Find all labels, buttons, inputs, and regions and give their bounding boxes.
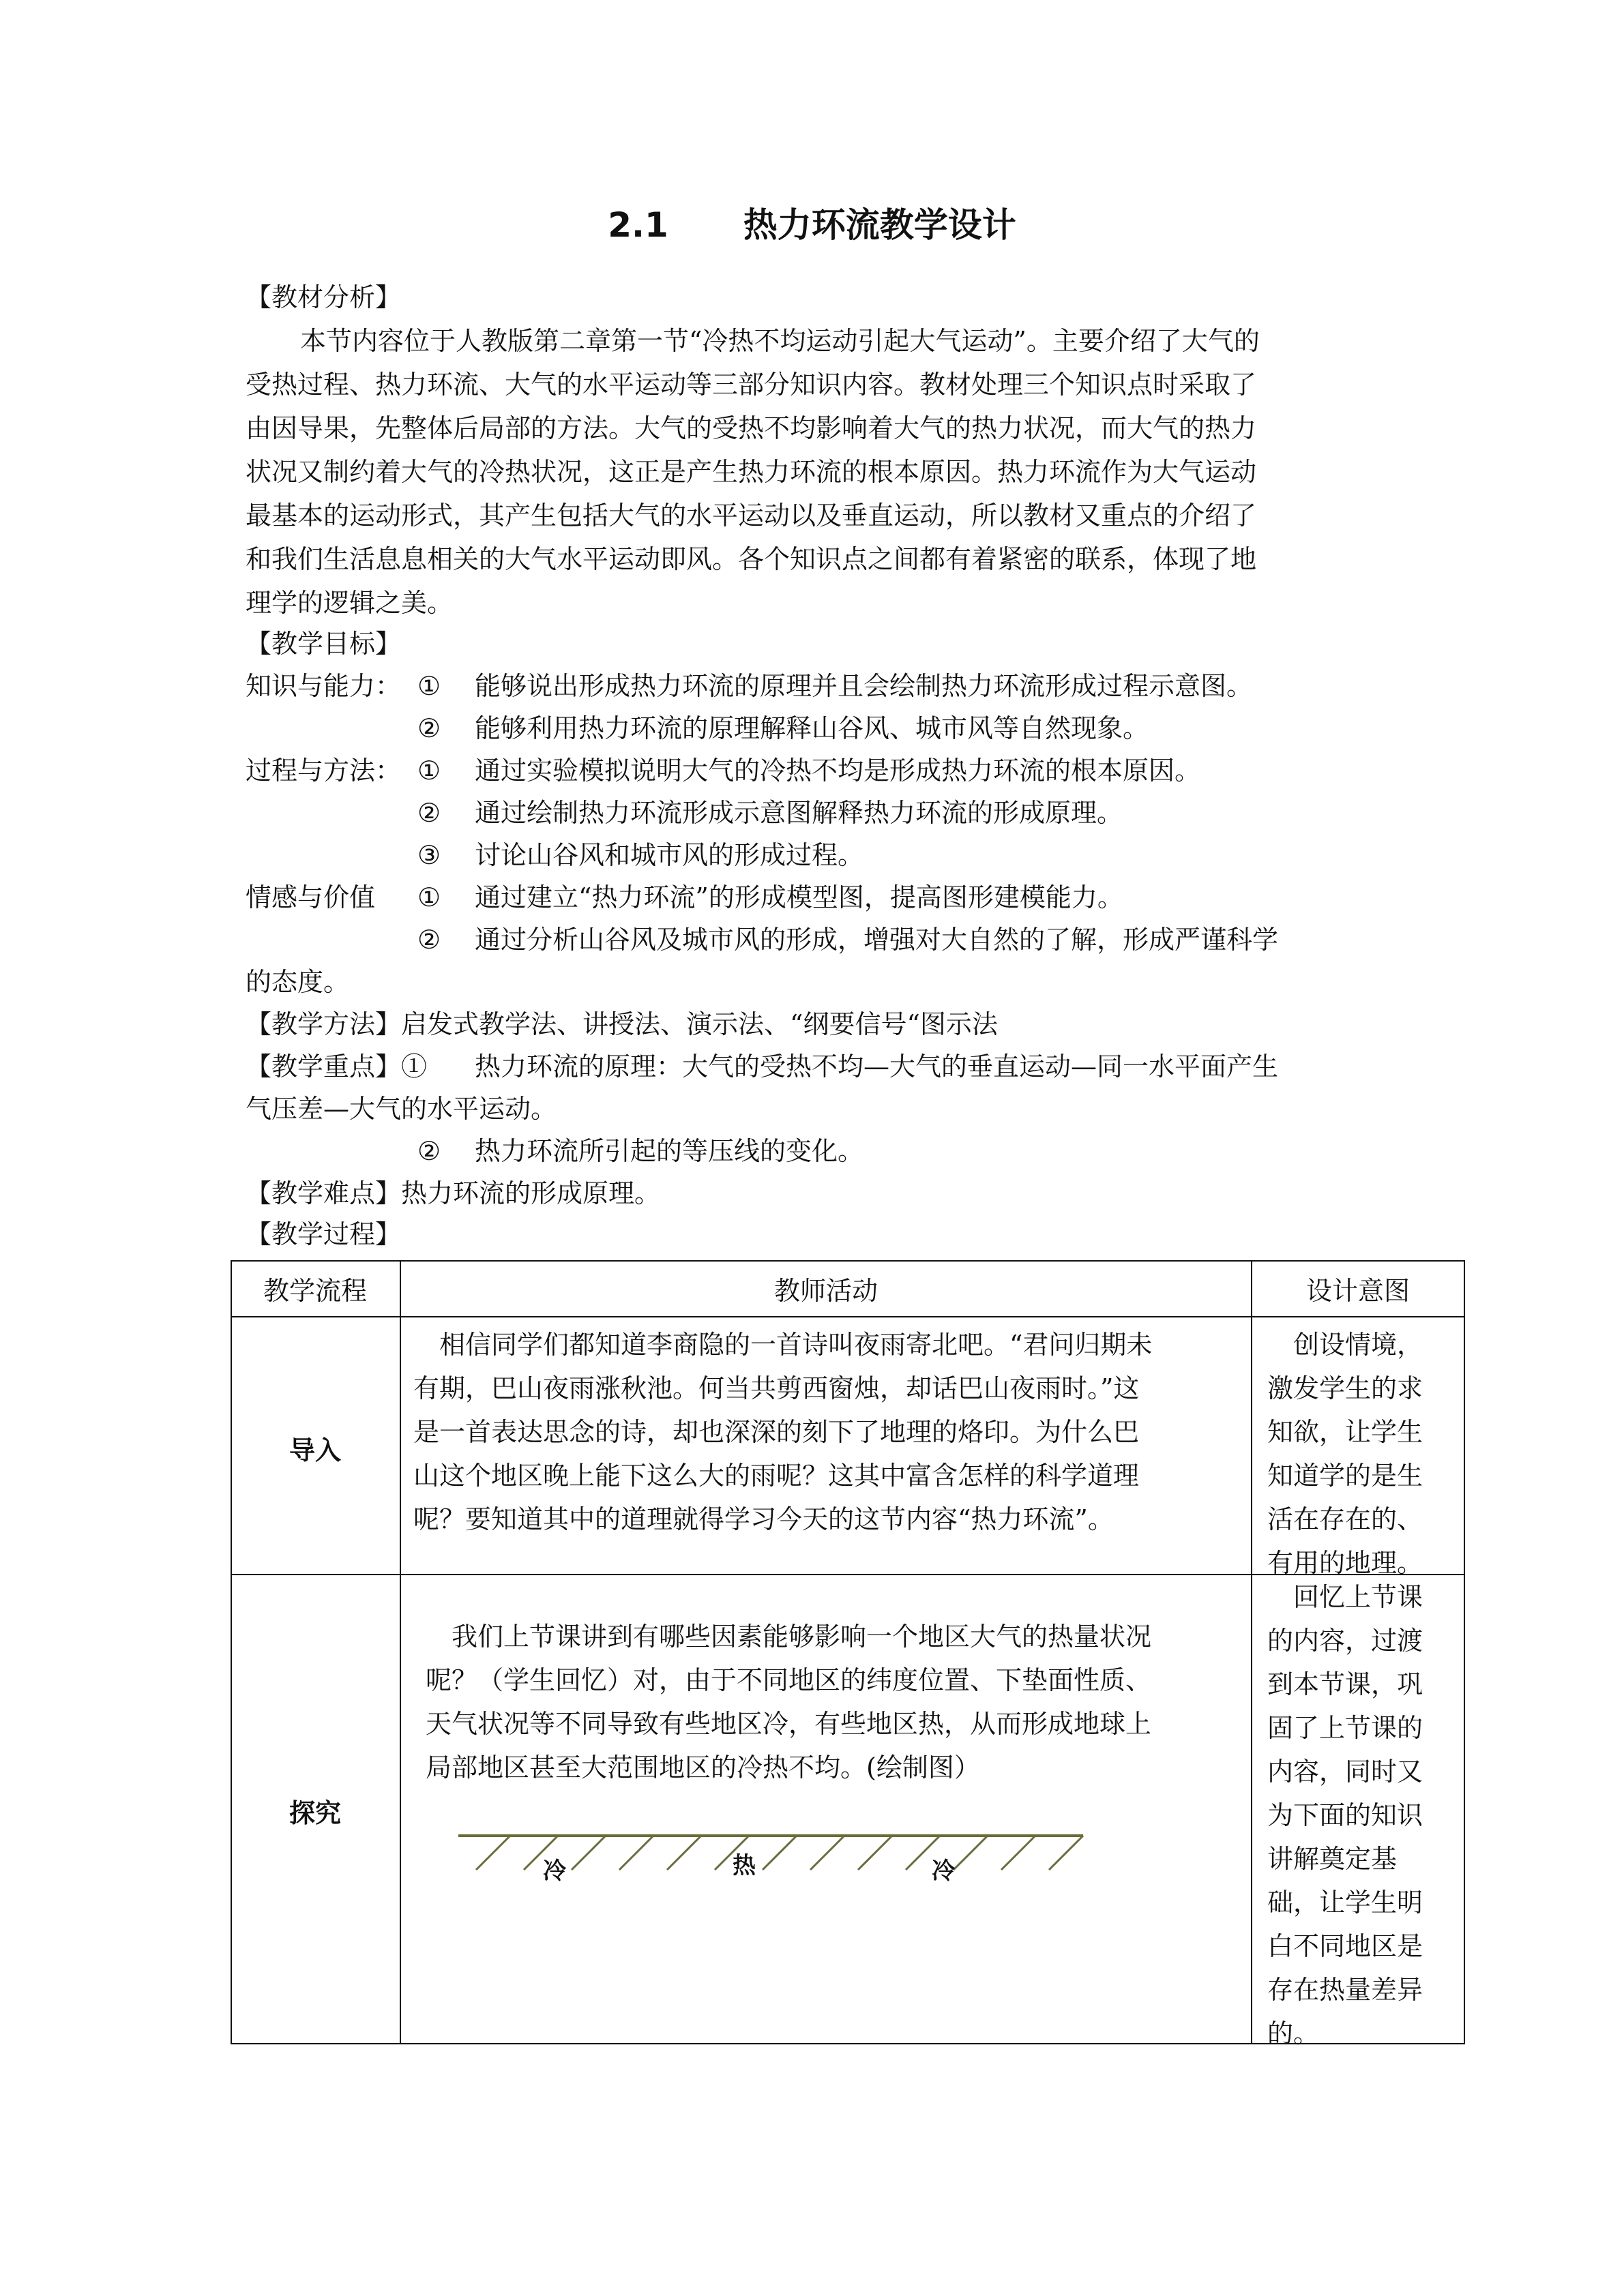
analysis-line: 由因导果，先整体后局部的方法。大气的受热不均影响着大气的热力状况，而大气的热力 [246, 413, 1257, 443]
intent-line: 创设情境， [1293, 1330, 1423, 1360]
activity-line: 是一首表达思念的诗，却也深深的刻下了地理的烙印。为什么巴 [413, 1417, 1140, 1447]
goal-mark: ③ [417, 840, 441, 870]
analysis-line: 状况又制约着大气的冷热状况，这正是产生热力环流的根本原因。热力环流作为大气运动 [246, 457, 1257, 487]
activity-line: 局部地区甚至大范围地区的冷热不均。(绘制图） [426, 1753, 980, 1783]
hatch-line [810, 1836, 844, 1870]
goal-mark: ① [417, 756, 441, 786]
ground-diagram [456, 1833, 1322, 1915]
goal-text: 能够利用热力环流的原理解释山谷风、城市风等自然现象。 [475, 713, 1149, 743]
hatch-line [858, 1836, 892, 1870]
header-stage: 教学流程 [263, 1275, 367, 1306]
stage-label: 导入 [289, 1435, 342, 1465]
intent-line: 活在存在的、 [1267, 1504, 1423, 1534]
diagram-label-hot: 热 [733, 1852, 756, 1879]
activity-line: 相信同学们都知道李商隐的一首诗叫夜雨寄北吧。“君问归期未 [439, 1330, 1153, 1360]
goal-mark: ② [417, 713, 441, 743]
intent-line: 的内容，过渡 [1267, 1626, 1423, 1656]
analysis-line: 和我们生活息息相关的大气水平运动即风。各个知识点之间都有着紧密的联系，体现了地 [246, 544, 1257, 574]
key-mark: ② [417, 1136, 441, 1166]
intent-line: 回忆上节课 [1293, 1582, 1423, 1612]
activity-line: 呢？要知道其中的道理就得学习今天的这节内容“热力环流”。 [413, 1504, 1114, 1534]
key-text: 热力环流的原理：大气的受热不均—大气的垂直运动—同一水平面产生 [475, 1052, 1279, 1082]
activity-line: 有期，巴山夜雨涨秋池。何当共剪西窗烛，却话巴山夜雨时。”这 [413, 1373, 1140, 1403]
process-label: 过程与方法： [246, 756, 402, 786]
intent-line: 激发学生的求 [1267, 1373, 1423, 1403]
method-text: 启发式教学法、讲授法、演示法、“纲要信号“图示法 [401, 1009, 998, 1039]
activity-line: 天气状况等不同导致有些地区冷，有些地区热，从而形成地球上 [426, 1709, 1152, 1739]
difficulty-heading: 【教学难点】 [246, 1178, 402, 1208]
goal-text: 通过分析山谷风及城市风的形成，增强对大自然的了解，形成严谨科学 [475, 925, 1279, 955]
key-text-tail: 气压差—大气的水平运动。 [246, 1094, 557, 1124]
title-text: 热力环流教学设计 [743, 205, 1016, 245]
goal-text: 通过绘制热力环流形成示意图解释热力环流的形成原理。 [475, 798, 1123, 828]
intent-line: 的。 [1267, 2018, 1320, 2048]
ground-hatching [476, 1836, 1083, 1870]
intent-line: 内容，同时又 [1267, 1757, 1423, 1787]
goal-mark: ① [417, 882, 441, 912]
intent-line: 到本节课，巩 [1267, 1669, 1423, 1699]
analysis-line: 受热过程、热力环流、大气的水平运动等三部分知识内容。教材处理三个知识点时采取了 [246, 370, 1257, 400]
difficulty-line [246, 1178, 660, 1210]
hatch-line [572, 1836, 606, 1870]
activity-line: 山这个地区晚上能下这么大的雨呢？这其中富含怎样的科学道理 [413, 1461, 1140, 1491]
hatch-line [667, 1836, 701, 1870]
goal-mark: ① [417, 671, 441, 701]
method-line [246, 1009, 998, 1041]
teaching-process-table [231, 1260, 1465, 2048]
activity-line: 呢？（学生回忆）对，由于不同地区的纬度位置、下垫面性质、 [426, 1665, 1152, 1695]
key-heading: 【教学重点】 [246, 1052, 402, 1082]
key-line [246, 1052, 427, 1083]
goal-mark: ② [417, 798, 441, 828]
intent-line: 固了上节课的 [1267, 1713, 1423, 1743]
key-mark: ① [401, 1052, 428, 1082]
analysis-line: 理学的逻辑之美。 [246, 588, 454, 618]
hatch-line [1001, 1836, 1035, 1870]
hatch-line [763, 1836, 797, 1870]
goal-mark: ② [417, 925, 441, 955]
header-intent: 设计意图 [1305, 1275, 1410, 1306]
intent-line: 有用的地理。 [1267, 1548, 1423, 1578]
activity-cell [413, 1323, 1153, 1541]
hatch-line [619, 1836, 653, 1870]
title-number: 2.1 [608, 205, 668, 245]
intent-line: 讲解奠定基 [1267, 1844, 1398, 1874]
analysis-line: 本节内容位于人教版第二章第一节“冷热不均运动引起大气运动”。主要介绍了大气的 [300, 326, 1260, 356]
table-rule [1464, 1260, 1465, 2044]
table-rule [1251, 1260, 1252, 2044]
table-rule [231, 1316, 1465, 1317]
goal-text: 讨论山谷风和城市风的形成过程。 [475, 840, 864, 870]
knowledge-label: 知识与能力： [246, 671, 402, 701]
activity-cell [426, 1615, 1151, 1789]
intent-cell [1267, 1323, 1423, 1585]
activity-line: 我们上节课讲到有哪些因素能够影响一个地区大气的热量状况 [452, 1622, 1152, 1652]
hatch-line [476, 1836, 510, 1870]
intent-line: 存在热量差异 [1267, 1975, 1423, 2005]
table-rule [400, 1260, 401, 2044]
diagram-label-cold: 冷 [543, 1858, 566, 1885]
table-rule [231, 1260, 232, 2044]
intent-line: 础，让学生明 [1267, 1888, 1423, 1918]
goals-heading: 【教学目标】 [246, 629, 402, 659]
emotion-label: 情感与价值 [246, 882, 376, 912]
analysis-line: 最基本的运动形式，其产生包括大气的水平运动以及垂直运动，所以教材又重点的介绍了 [246, 501, 1257, 531]
header-activity: 教师活动 [773, 1275, 878, 1306]
goal-text: 通过建立“热力环流”的形成模型图，提高图形建模能力。 [475, 882, 1123, 912]
intent-line: 知道学的是生 [1267, 1461, 1423, 1491]
analysis-heading: 【教材分析】 [246, 282, 402, 312]
goal-text: 能够说出形成热力环流的原理并且会绘制热力环流形成过程示意图。 [475, 671, 1253, 701]
emotion-tail: 的态度。 [246, 967, 350, 997]
key-text: 热力环流所引起的等压线的变化。 [475, 1136, 864, 1166]
intent-line: 知欲，让学生 [1267, 1417, 1423, 1447]
intent-line: 白不同地区是 [1267, 1931, 1423, 1961]
stage-label: 探究 [289, 1798, 342, 1828]
goal-text: 通过实验模拟说明大气的冷热不均是形成热力环流的根本原因。 [475, 756, 1201, 786]
hatch-line [954, 1836, 988, 1870]
process-heading: 【教学过程】 [246, 1219, 402, 1249]
intent-cell [1267, 1575, 1423, 2055]
difficulty-text: 热力环流的形成原理。 [401, 1178, 661, 1208]
diagram-label-cold: 冷 [932, 1858, 955, 1885]
method-heading: 【教学方法】 [246, 1009, 402, 1039]
page-title [0, 205, 1624, 245]
hatch-line [1049, 1836, 1083, 1870]
intent-line: 为下面的知识 [1267, 1800, 1423, 1830]
